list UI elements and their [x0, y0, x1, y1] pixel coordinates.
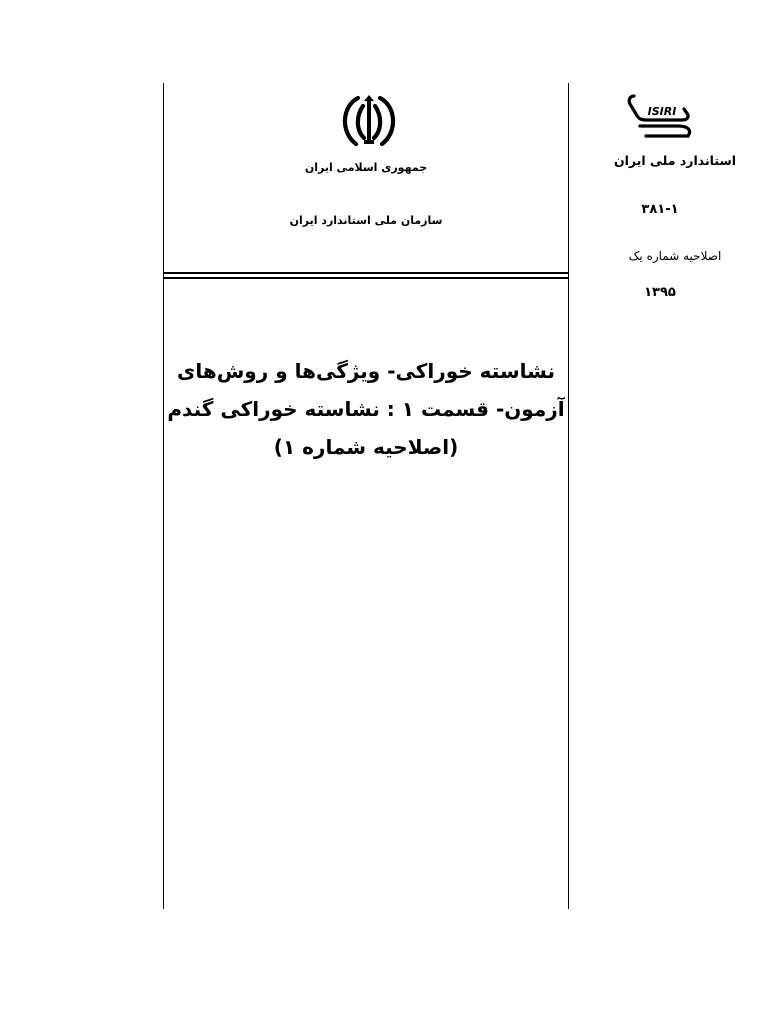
amendment-year: ۱۳۹۵: [644, 285, 676, 300]
title-line-1: نشاسته خوراکی- ویژگی‌ها و روش‌های: [177, 359, 555, 383]
country-name: جمهوری اسلامی ایران: [304, 161, 428, 174]
header-divider-top: [164, 272, 568, 274]
document-title: [164, 352, 568, 466]
amendment-label: اصلاحیه شماره یک: [628, 249, 722, 263]
svg-text:ISIRI: ISIRI: [647, 105, 677, 118]
isiri-logo-icon: [626, 90, 698, 140]
standard-label: استاندارد ملی ایران: [613, 153, 737, 168]
standard-number: ۳۸۱-۱: [641, 202, 679, 217]
right-border-line: [568, 83, 569, 909]
organization-name: سازمان ملی استاندارد ایران: [289, 214, 443, 227]
left-border-line: [163, 83, 164, 909]
title-line-3: (اصلاحیه شماره ۱): [273, 435, 459, 459]
iran-emblem-icon: [336, 92, 402, 150]
header-divider-bottom: [164, 277, 568, 279]
title-line-2: آزمون- قسمت ۱ : نشاسته خوراکی گندم: [167, 397, 565, 421]
